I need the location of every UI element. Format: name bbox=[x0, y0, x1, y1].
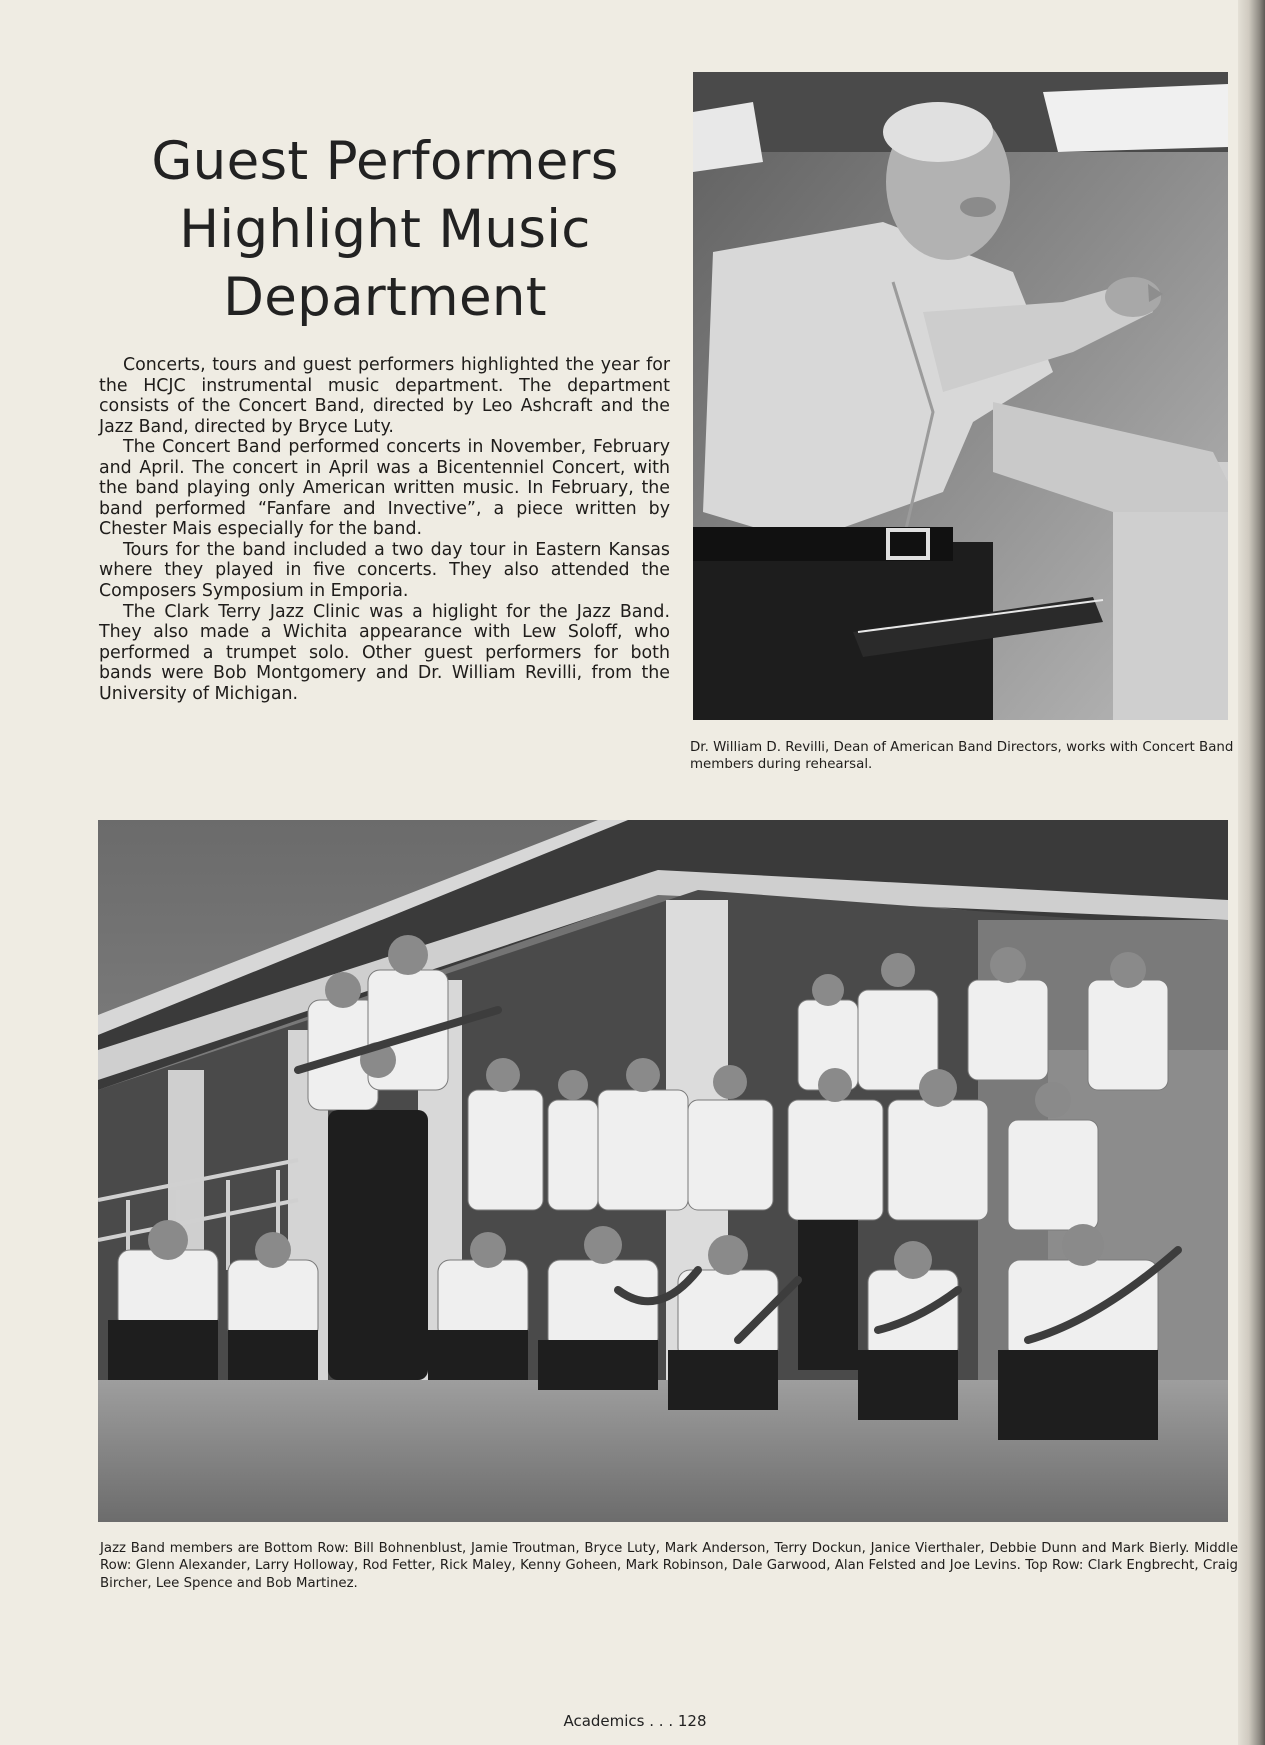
conductor-photo bbox=[693, 72, 1228, 720]
paragraph-4: The Clark Terry Jazz Clinic was a higlight for the Jazz Band. They also made a Wichita appearance with Lew Soloff, who performed a trumpet solo. Other guest performers for both bands were Bob Montgomery and Dr. William Revilli, from the University of Michigan. bbox=[99, 601, 670, 704]
page-footer: Academics . . . 128 bbox=[563, 1712, 707, 1730]
paragraph-1: Concerts, tours and guest performers highlighted the year for the HCJC instrumental music department. The department consists of the Concert Band, directed by Leo Ashcraft and the Jazz Band, directed by Bryce Luty. bbox=[99, 355, 670, 437]
article-body bbox=[99, 355, 670, 704]
page-binding-edge bbox=[1238, 0, 1265, 1745]
conductor-photo-caption: Dr. William D. Revilli, Dean of American Band Directors, works with Concert Band members during rehearsal. bbox=[690, 740, 1234, 772]
article-title bbox=[95, 128, 675, 332]
paragraph-2: The Concert Band performed concerts in November, February and April. The concert in April was a Bicentenniel Concert, with the band playing only American written music. In February, the band performed “Fanfare and Invective”, a piece written by Chester Mais especially for the band. bbox=[99, 437, 670, 540]
jazz-band-photo-caption: Jazz Band members are Bottom Row: Bill Bohnenblust, Jamie Troutman, Bryce Luty, Mark Anderson, Terry Dockun, Janice Vierthaler, Debbie Dunn and Mark Bierly. Middle Row: Glenn Alexander, Larry Holloway, Rod Fetter, Rick Maley, Kenny Goheen, Mark Robinson, Dale Garwood, Alan Felsted and Joe Levins. Top Row: Clark Engbrecht, Craig Bircher, Lee Spence and Bob Martinez. bbox=[100, 1541, 1238, 1591]
title-line-2: Highlight Music bbox=[179, 199, 591, 260]
jazz-band-photo bbox=[98, 820, 1228, 1522]
paragraph-3: Tours for the band included a two day tour in Eastern Kansas where they played in five concerts. They also attended the Composers Symposium in Emporia. bbox=[99, 539, 670, 602]
title-line-1: Guest Performers bbox=[151, 131, 619, 192]
title-line-3: Department bbox=[223, 267, 547, 328]
